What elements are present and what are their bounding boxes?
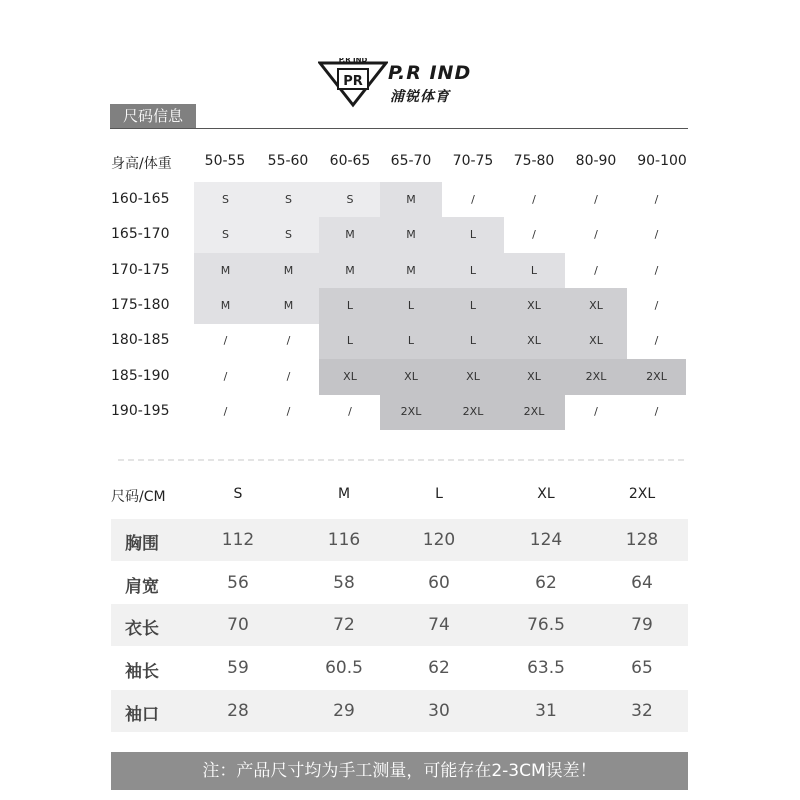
size-cell: /: [594, 193, 598, 206]
weight-header: 55-60: [267, 153, 309, 169]
size-cell: /: [286, 370, 291, 383]
size-cell: M: [257, 253, 320, 289]
measurement-value: 29: [333, 701, 355, 721]
size-cell: /: [654, 264, 659, 277]
weight-header: 90-100: [637, 153, 687, 169]
size-cell: M: [257, 288, 320, 324]
size-cell: M: [319, 253, 381, 289]
measurement-label: 袖长: [125, 662, 159, 682]
measurement-value: 62: [428, 658, 450, 678]
size-cell: S: [257, 182, 320, 218]
size-cell: M: [380, 253, 442, 289]
size-cell: /: [654, 299, 659, 312]
size-cell: L: [442, 288, 504, 324]
measurement-value: 63.5: [527, 658, 565, 678]
measurement-value: 124: [529, 530, 563, 550]
size-cell: 2XL: [380, 394, 442, 430]
height-row-label: 190-195: [111, 403, 170, 419]
measurement-label: 肩宽: [125, 577, 159, 597]
measurement-value: 72: [333, 615, 355, 635]
section-divider: [110, 128, 688, 129]
measurement-corner: 尺码/CM: [111, 489, 166, 505]
size-cell: /: [223, 370, 228, 383]
measurement-value: 62: [535, 573, 557, 593]
measurement-label: 袖口: [125, 705, 159, 725]
size-cell: XL: [503, 359, 565, 395]
measurement-row: [111, 519, 688, 561]
size-cell: M: [319, 217, 381, 253]
height-row-label: 160-165: [111, 191, 170, 207]
measurement-row: [111, 604, 688, 646]
size-cell: S: [194, 217, 257, 253]
size-cell: /: [471, 193, 475, 206]
size-column-header: S: [233, 486, 243, 502]
size-cell: S: [257, 217, 320, 253]
size-cell: /: [223, 405, 228, 418]
size-cell: /: [223, 334, 228, 347]
brand-name-en: P.R IND: [388, 62, 472, 84]
weight-header: 65-70: [390, 153, 432, 169]
size-cell: /: [348, 405, 352, 418]
measurement-value: 28: [227, 701, 249, 721]
measurement-value: 76.5: [527, 615, 565, 635]
size-cell: L: [442, 253, 504, 289]
weight-header: 70-75: [452, 153, 494, 169]
size-cell: L: [442, 323, 504, 359]
size-cell: XL: [319, 359, 381, 395]
size-cell: M: [380, 182, 442, 218]
size-column-header: 2XL: [628, 486, 656, 502]
brand-name-cn: 浦锐体育: [390, 89, 450, 105]
measurement-value: 112: [221, 530, 255, 550]
size-cell: XL: [503, 288, 565, 324]
size-cell: L: [319, 323, 381, 359]
logo-top-text: P.R IND: [338, 58, 368, 64]
measurement-value: 59: [227, 658, 249, 678]
measurement-value: 60.5: [325, 658, 363, 678]
measurement-value: 30: [428, 701, 450, 721]
measurement-row: [111, 562, 688, 604]
measurement-value: 58: [333, 573, 355, 593]
height-row-label: 170-175: [111, 262, 170, 278]
size-cell: 2XL: [442, 394, 504, 430]
height-row-label: 165-170: [111, 226, 170, 242]
size-column-header: M: [337, 486, 351, 502]
weight-header: 80-90: [575, 153, 617, 169]
weight-header: 75-80: [513, 153, 555, 169]
size-cell: 2XL: [627, 359, 686, 395]
size-cell: /: [594, 264, 598, 277]
measurement-row: [111, 647, 688, 689]
logo-badge-text: PR: [343, 74, 363, 89]
size-cell: /: [532, 193, 536, 206]
size-cell: S: [194, 182, 257, 218]
measurement-value: 60: [428, 573, 450, 593]
measurement-label: 胸围: [125, 534, 159, 554]
size-cell: L: [380, 323, 442, 359]
height-row-label: 180-185: [111, 332, 170, 348]
size-cell: XL: [380, 359, 442, 395]
size-cell: /: [654, 228, 659, 241]
section-separator: [118, 459, 684, 461]
size-column-header: XL: [537, 486, 555, 502]
size-cell: XL: [565, 288, 627, 324]
size-cell: L: [442, 217, 504, 253]
measurement-value: 120: [422, 530, 456, 550]
measurement-label: 衣长: [125, 619, 159, 639]
size-cell: M: [380, 217, 442, 253]
measurement-value: 128: [625, 530, 659, 550]
size-cell: XL: [442, 359, 504, 395]
size-cell: M: [194, 288, 257, 324]
size-cell: /: [654, 405, 659, 418]
size-cell: /: [594, 228, 598, 241]
size-cell: XL: [503, 323, 565, 359]
measurement-value: 74: [428, 615, 450, 635]
size-cell: 2XL: [503, 394, 565, 430]
size-cell: /: [654, 193, 659, 206]
weight-header: 60-65: [329, 153, 371, 169]
measurement-value: 116: [327, 530, 361, 550]
weight-header: 50-55: [204, 153, 246, 169]
size-column-header: L: [435, 486, 443, 502]
size-guide-corner: 身高/体重: [111, 156, 172, 172]
measurement-value: 65: [631, 658, 653, 678]
measurement-value: 70: [227, 615, 249, 635]
height-row-label: 175-180: [111, 297, 170, 313]
brand-logo: [318, 58, 388, 108]
size-cell: L: [380, 288, 442, 324]
size-cell: M: [194, 253, 257, 289]
measurement-value: 56: [227, 573, 249, 593]
size-cell: L: [319, 288, 381, 324]
size-cell: L: [503, 253, 565, 289]
size-cell: /: [286, 405, 291, 418]
measurement-row: [111, 690, 688, 732]
measurement-value: 64: [631, 573, 653, 593]
size-cell: /: [594, 405, 598, 418]
height-row-label: 185-190: [111, 368, 170, 384]
section-title-tab: 尺码信息: [110, 104, 196, 129]
size-cell: /: [286, 334, 291, 347]
size-cell: /: [532, 228, 536, 241]
size-cell: S: [319, 182, 381, 218]
measurement-value: 31: [535, 701, 557, 721]
measurement-value: 79: [631, 615, 653, 635]
measurement-note: 注：产品尺寸均为手工测量，可能存在2-3CM误差！: [111, 752, 688, 790]
size-cell: /: [654, 334, 659, 347]
size-cell: XL: [565, 323, 627, 359]
measurement-value: 32: [631, 701, 653, 721]
size-cell: 2XL: [565, 359, 627, 395]
